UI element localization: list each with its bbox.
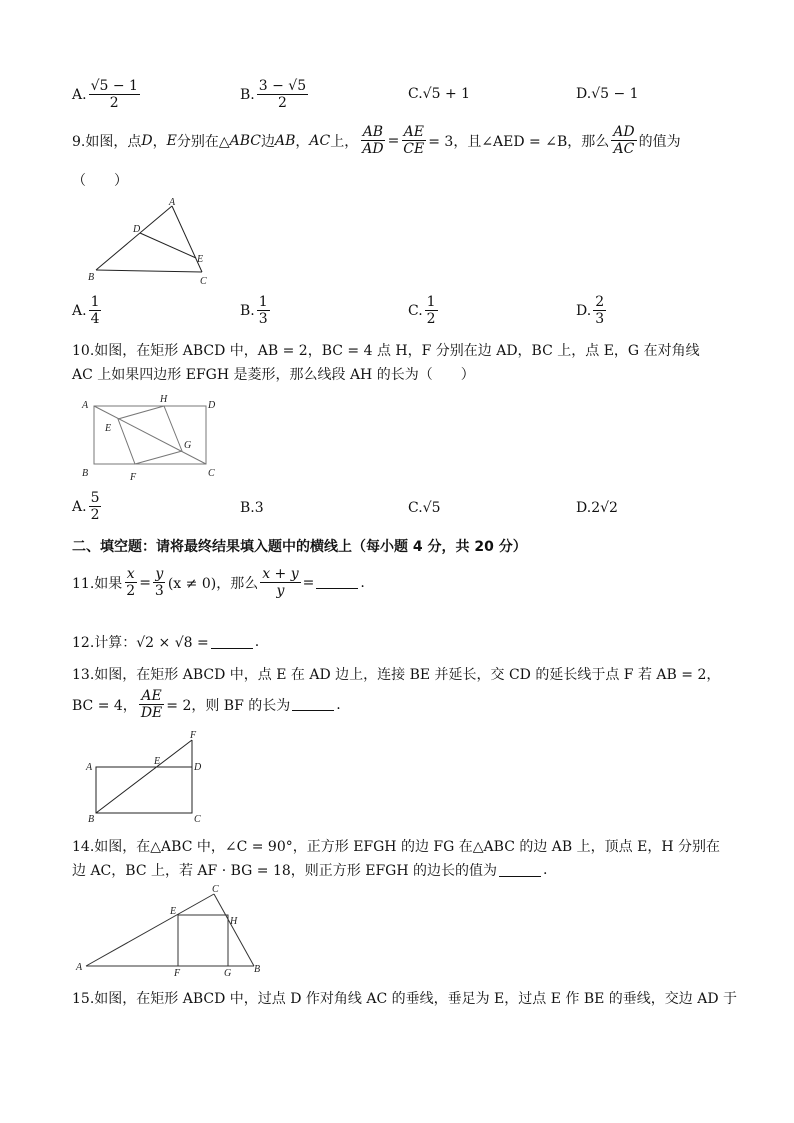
segment-ab (96, 206, 172, 270)
q8-option-d: D. √5 − 1 (576, 86, 639, 102)
label-d: D (208, 400, 216, 411)
answer-blank[interactable] (316, 576, 358, 589)
q8-option-a: A. $\frac{√5 - 1}{2}$ (72, 78, 138, 112)
label-b: B (88, 814, 95, 824)
label-e: E (170, 906, 177, 917)
label-c: C (194, 814, 201, 824)
q8-options (72, 74, 722, 114)
fraction: $\frac{x + y}{y}$ (262, 566, 299, 600)
label-b: B (88, 272, 95, 283)
q13-stem-line2: BC = 4， $\frac{AE}{DE}$ = 2，则 BF 的长为 . (72, 688, 341, 722)
fraction: $\frac{AB}{AD}$ (362, 124, 384, 158)
fraction: $\frac{AD}{AC}$ (613, 124, 635, 158)
label-c: C (208, 468, 215, 479)
q9-options (72, 294, 722, 334)
fraction: $\frac{5}{2}$ (90, 490, 100, 524)
label-e: E (154, 756, 161, 767)
label-a: A (86, 762, 93, 773)
q12-stem: 12.计算：√2 × √8 = . (72, 634, 260, 651)
label-a: A (76, 962, 83, 973)
label-g: G (184, 440, 192, 451)
square-efgh (178, 915, 228, 966)
q13-stem-line1: 13.如图，在矩形 ABCD 中，点 E 在 AD 边上，连接 BE 并延长，交 CD 的延长线于点 F 若 AB = 2， (72, 667, 721, 683)
q9-option-c: C. $\frac{1}{2}$ (408, 294, 436, 328)
q10-option-a: A. $\frac{5}{2}$ (72, 490, 100, 524)
q13-figure (72, 728, 212, 824)
section-heading-fill-in: 二、填空题：请将最终结果填入题中的横线上（每小题 4 分，共 20 分） (72, 539, 527, 555)
q10-option-b: B. 3 (240, 500, 264, 516)
fraction: $\frac{1}{2}$ (426, 294, 436, 328)
fraction: $\frac{2}{3}$ (595, 294, 605, 328)
q10-stem-line2: AC 上如果四边形 EFGH 是菱形，那么线段 AH 的长为（ ） (72, 367, 475, 383)
q9-option-d: D. $\frac{2}{3}$ (576, 294, 605, 328)
q8-option-c: C. √5 + 1 (408, 86, 471, 102)
q14-figure (72, 884, 268, 978)
q10-option-c: C. √5 (408, 500, 441, 516)
label-b: B (82, 468, 89, 479)
fraction: $\frac{√5 - 1}{2}$ (90, 78, 138, 112)
answer-blank[interactable] (211, 636, 253, 649)
label-a: A (169, 197, 176, 208)
q9-answer-paren: （ ） (72, 173, 128, 189)
label-h: H (160, 394, 168, 405)
answer-blank[interactable] (292, 698, 334, 711)
label-e: E (197, 254, 204, 265)
q10-stem-line1: 10.如图，在矩形 ABCD 中，AB = 2，BC = 4 点 H，F 分别在边 AD，BC 上，点 E，G 在对角线 (72, 343, 700, 359)
fraction: $\frac{AE}{CE}$ (403, 124, 425, 158)
segment-bc (96, 270, 202, 272)
q14-stem-line2: 边 AC，BC 上，若 AF · BG = 18，则正方形 EFGH 的边长的值为 . (72, 862, 548, 879)
label-h: H (230, 916, 238, 927)
label-e: E (105, 423, 112, 434)
segment-bf (96, 740, 192, 813)
q8-option-b: B. $\frac{3 - √5}{2}$ (240, 78, 307, 112)
label-f: F (130, 472, 137, 483)
label-d: D (194, 762, 202, 773)
fraction: $\frac{AE}{DE}$ (140, 688, 163, 722)
q9-option-b: B. $\frac{1}{3}$ (240, 294, 268, 328)
label-a: A (82, 400, 89, 411)
answer-blank[interactable] (499, 864, 541, 877)
segment-de (140, 233, 196, 258)
fraction: $\frac{1}{4}$ (90, 294, 100, 328)
label-f: F (190, 730, 197, 741)
q10-options (72, 490, 722, 530)
fraction: $\frac{3 - √5}{2}$ (258, 78, 307, 112)
segment-bc (214, 894, 254, 966)
q15-stem-line1: 15.如图，在矩形 ABCD 中，过点 D 作对角线 AC 的垂线，垂足为 E，过点 E 作 BE 的垂线，交边 AD 于 (72, 991, 738, 1007)
q9-figure (72, 196, 218, 288)
label-f: F (174, 968, 181, 978)
q10-option-d: D. 2√2 (576, 500, 618, 516)
label-g: G (224, 968, 232, 978)
q9-option-a: A. $\frac{1}{4}$ (72, 294, 100, 328)
q14-stem-line1: 14.如图，在△ABC 中，∠C = 90°，正方形 EFGH 的边 FG 在△ABC 的边 AB 上，顶点 E，H 分别在 (72, 839, 720, 855)
label-c: C (200, 276, 207, 287)
diagonal-ac (94, 406, 206, 464)
label-d: D (133, 224, 141, 235)
q11-stem: 11.如果 $\frac{x}{2}$ = $\frac{y}{3}$ (x ≠ 0)，那么 $\frac{x + y}{y}$ = . (72, 566, 365, 600)
rectangle-abcd (96, 767, 192, 813)
segment-ac (86, 894, 214, 966)
fraction: $\frac{1}{3}$ (258, 294, 268, 328)
q10-figure (72, 390, 228, 486)
q9-stem: 9.如图，点 D ， E 分别在△ ABC 边 AB ， AC 上， $\frac{AB}{AD}$ = $\frac{AE}{CE}$ = 3，且∠AED = ∠B，那么 $\frac{AD}{AC}$ 的值为 (72, 124, 681, 158)
fraction: $\frac{y}{3}$ (154, 566, 164, 600)
fraction: $\frac{x}{2}$ (126, 566, 136, 600)
label-c: C (212, 884, 219, 895)
label-b: B (254, 964, 261, 975)
